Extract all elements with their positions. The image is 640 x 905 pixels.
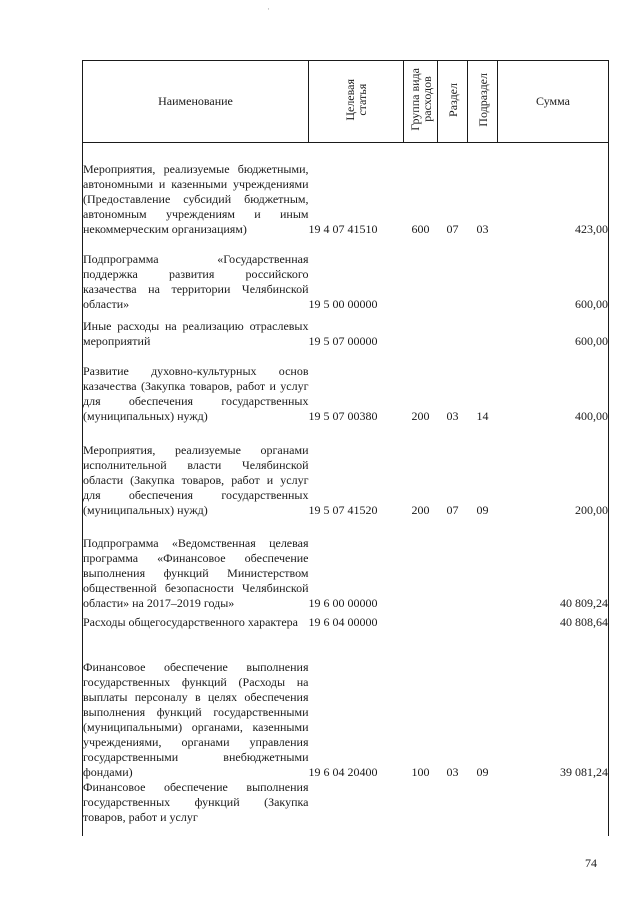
row-group: 600 (411, 221, 430, 236)
scan-mark: · (267, 4, 270, 14)
table-body (83, 143, 609, 837)
header-group-label: Группа вида расходов (407, 68, 434, 131)
row-section: 07 (446, 221, 459, 236)
row-sum: 200,00 (498, 424, 609, 518)
row-sum: 600,00 (498, 237, 609, 312)
row-group (404, 611, 438, 630)
table-row (83, 518, 609, 612)
row-article: 19 5 07 00380 (308, 408, 378, 423)
header-section-label: Раздел (445, 82, 460, 117)
row-sum: 423,00 (498, 143, 609, 237)
row-article: 19 4 07 41510 (308, 221, 378, 236)
row-group (404, 518, 438, 612)
row-subsection: 09 (476, 764, 489, 779)
row-name: Развитие духовно-культурных основ казачества (Закупка товаров, работ и услуг для обеспечения государственных (муниципальных) нужд) (83, 349, 309, 424)
row-section (438, 780, 468, 836)
row-sum: 40 808,64 (498, 611, 609, 630)
row-article: 19 6 00 00000 (308, 596, 378, 611)
table-row (83, 630, 609, 780)
table-row (83, 237, 609, 312)
header-group (404, 61, 438, 143)
row-group (404, 780, 438, 836)
row-name: Мероприятия, реализуемые бюджетными, автономными и казенными учреждениями (Предоставление субсидий бюджетным, автономным учреждениям и иным некоммерческим организациям) (83, 143, 309, 237)
row-name: Иные расходы на реализацию отраслевых мероприятий (83, 312, 309, 349)
row-name: Финансовое обеспечение выполнения государственных функций (Закупка товаров, работ и услуг (83, 780, 309, 836)
row-sum (498, 780, 609, 836)
row-article: 19 5 00 00000 (308, 296, 378, 311)
row-subsection (468, 518, 498, 612)
row-article: 19 5 07 00000 (308, 334, 378, 349)
row-name: Подпрограмма «Ведомственная целевая программа «Финансовое обеспечение выполнения функций Министерством общественной безопасности Челябинской области» на 2017–2019 годы» (83, 518, 309, 612)
row-article (309, 780, 404, 836)
row-group: 200 (411, 408, 430, 423)
row-section: 03 (446, 764, 459, 779)
row-subsection: 09 (476, 502, 489, 517)
table-row (83, 424, 609, 518)
row-section (438, 611, 468, 630)
row-name: Подпрограмма «Государственная поддержка развития российского казачества на территории Челябинской области» (83, 237, 309, 312)
row-sum: 39 081,24 (498, 630, 609, 780)
row-group: 100 (411, 764, 430, 779)
row-article: 19 5 07 41520 (308, 502, 378, 517)
row-group: 200 (411, 502, 430, 517)
table-row (83, 312, 609, 349)
row-group (404, 312, 438, 349)
row-section (438, 518, 468, 612)
row-sum: 40 809,24 (498, 518, 609, 612)
row-subsection: 14 (476, 408, 489, 423)
row-subsection (468, 237, 498, 312)
row-subsection: 03 (476, 221, 489, 236)
row-subsection (468, 780, 498, 836)
table-row (83, 143, 609, 237)
row-section (438, 312, 468, 349)
row-article: 19 6 04 00000 (308, 614, 378, 629)
row-name: Мероприятия, реализуемые органами исполнительной власти Челябинской области (Закупка товаров, работ и услуг для обеспечения государственных (муниципальных) нужд) (83, 424, 309, 518)
header-article (309, 61, 404, 143)
row-section (438, 237, 468, 312)
row-section: 03 (446, 408, 459, 423)
table-header (83, 61, 609, 143)
row-group (404, 237, 438, 312)
row-name: Расходы общегосударственного характера (83, 611, 309, 630)
header-article-label: Целевая статья (343, 78, 369, 121)
row-sum: 600,00 (498, 312, 609, 349)
row-subsection (468, 312, 498, 349)
table-row (83, 780, 609, 836)
header-sum: Сумма (498, 61, 609, 143)
header-section (438, 61, 468, 143)
budget-table (82, 60, 609, 836)
row-name: Финансовое обеспечение выполнения государственных функций (Расходы на выплаты персоналу в целях обеспечения выполнения функций государственными (муниципальными) органами, казенными учреждениями, органами управления государственными внебюджетными фондами) (83, 630, 309, 780)
page-number: 74 (585, 856, 597, 870)
header-subsection (468, 61, 498, 143)
table-row (83, 349, 609, 424)
row-article: 19 6 04 20400 (308, 764, 378, 779)
row-subsection (468, 611, 498, 630)
header-name: Наименование (83, 61, 309, 143)
table-row (83, 611, 609, 630)
header-subsection-label: Подраздел (475, 72, 490, 127)
row-section: 07 (446, 502, 459, 517)
row-sum: 400,00 (498, 349, 609, 424)
